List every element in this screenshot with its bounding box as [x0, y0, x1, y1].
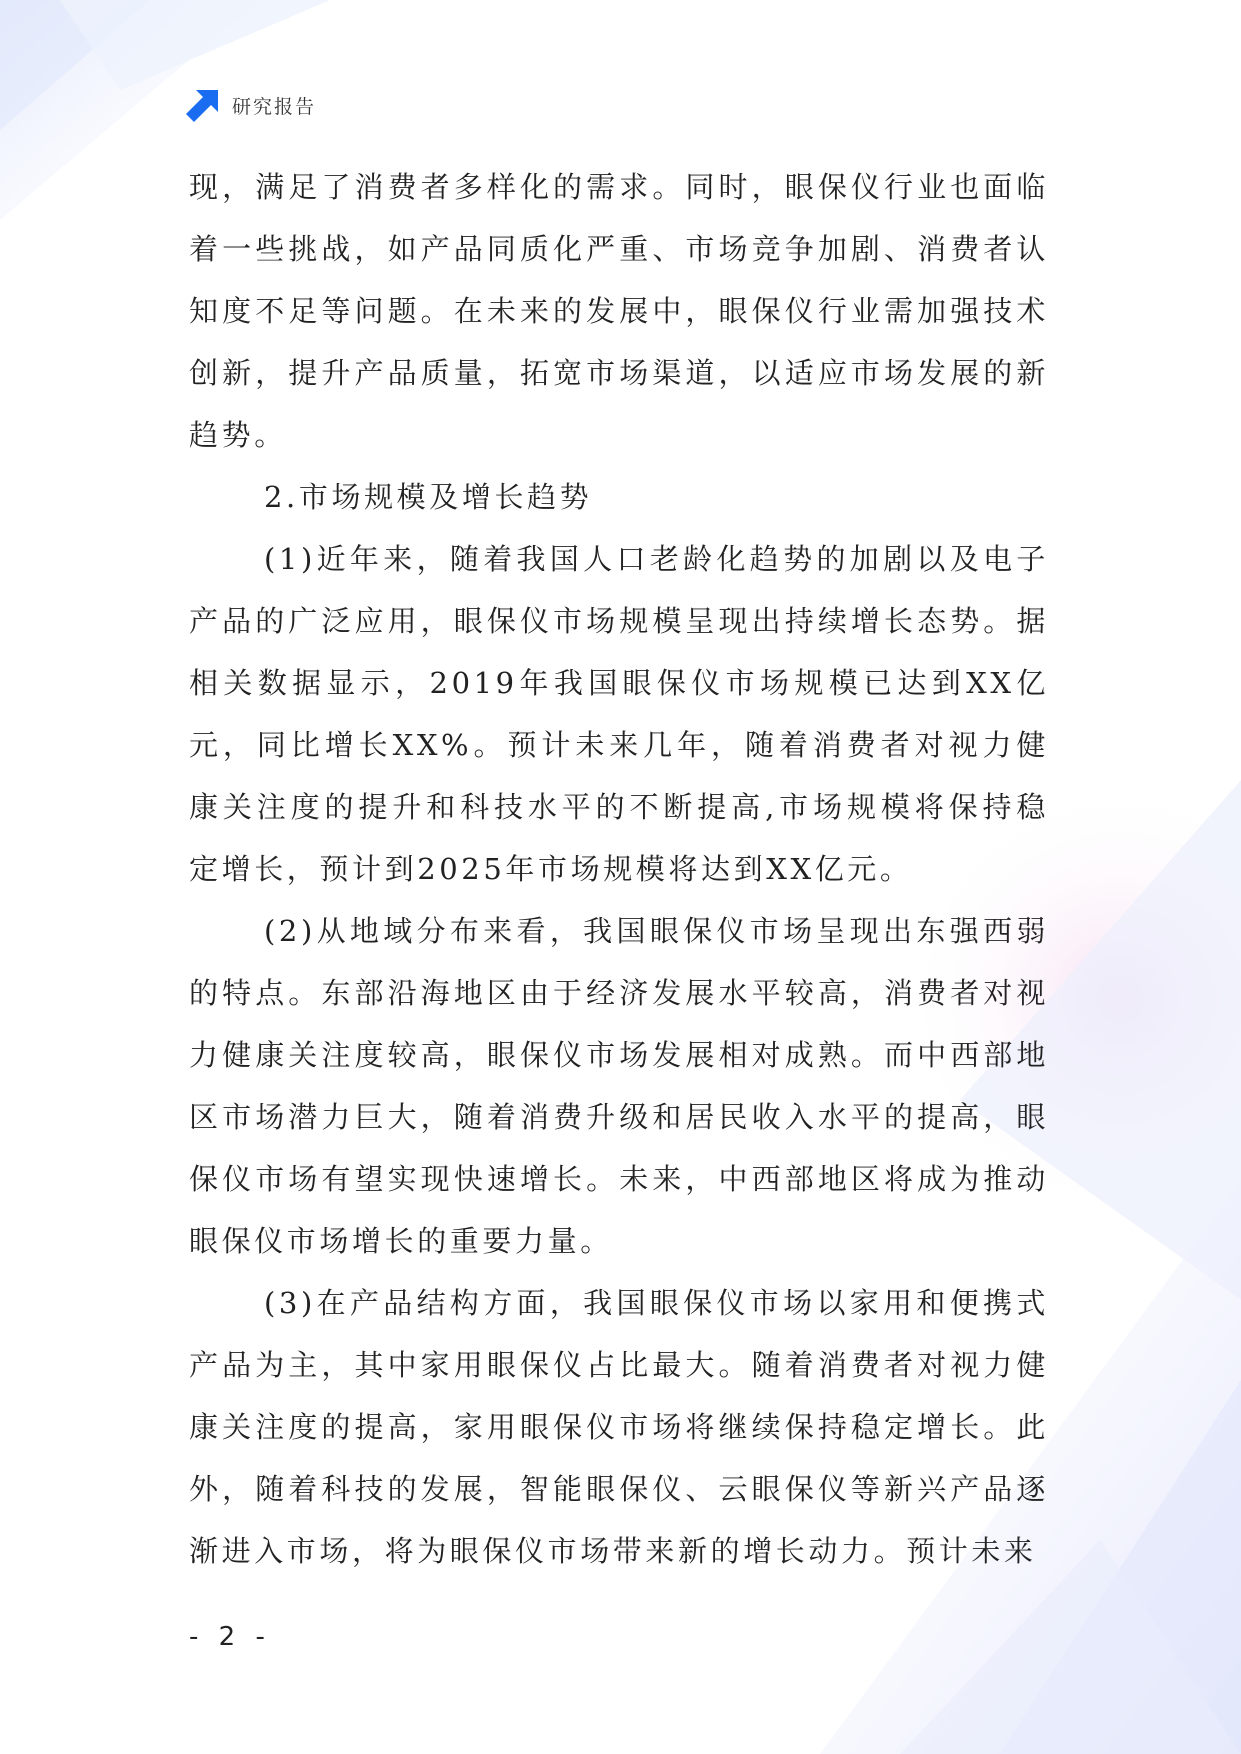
- header-title: 研究报告: [232, 95, 317, 118]
- header: [186, 88, 316, 122]
- paragraph: (2)从地域分布来看，我国眼保仪市场呈现出东强西弱的特点。东部沿海地区由于经济发展水平较高，消费者对视力健康关注度较高，眼保仪市场发展相对成熟。而中西部地区市场潜力巨大，随着消费升级和居民收入水平的提高，眼保仪市场有望实现快速增长。未来，中西部地区将成为推动眼保仪市场增长的重要力量。: [189, 914, 1049, 1258]
- paragraph: (1)近年来，随着我国人口老龄化趋势的加剧以及电子产品的广泛应用，眼保仪市场规模呈现出持续增长态势。据相关数据显示，2019年我国眼保仪市场规模已达到XX亿元，同比增长XX%。预计未来几年，随着消费者对视力健康关注度的提升和科技水平的不断提高,市场规模将保持稳定增长，预计到2025年市场规模将达到XX亿元。: [189, 542, 1049, 886]
- section-heading: 2.市场规模及增长趋势: [264, 480, 593, 514]
- arrow-up-right-icon: [186, 88, 220, 122]
- page-number: - 2 -: [189, 1622, 271, 1652]
- paragraph: 现，满足了消费者多样化的需求。同时，眼保仪行业也面临着一些挑战，如产品同质化严重、市场竞争加剧、消费者认知度不足等问题。在未来的发展中，眼保仪行业需加强技术创新，提升产品质量，拓宽市场渠道，以适应市场发展的新趋势。: [189, 170, 1049, 452]
- paragraph: (3)在产品结构方面，我国眼保仪市场以家用和便携式产品为主，其中家用眼保仪占比最大。随着消费者对视力健康关注度的提高，家用眼保仪市场将继续保持稳定增长。此外，随着科技的发展，智能眼保仪、云眼保仪等新兴产品逐渐进入市场，将为眼保仪市场带来新的增长动力。预计未来: [189, 1286, 1049, 1568]
- document-body: [189, 156, 1049, 1582]
